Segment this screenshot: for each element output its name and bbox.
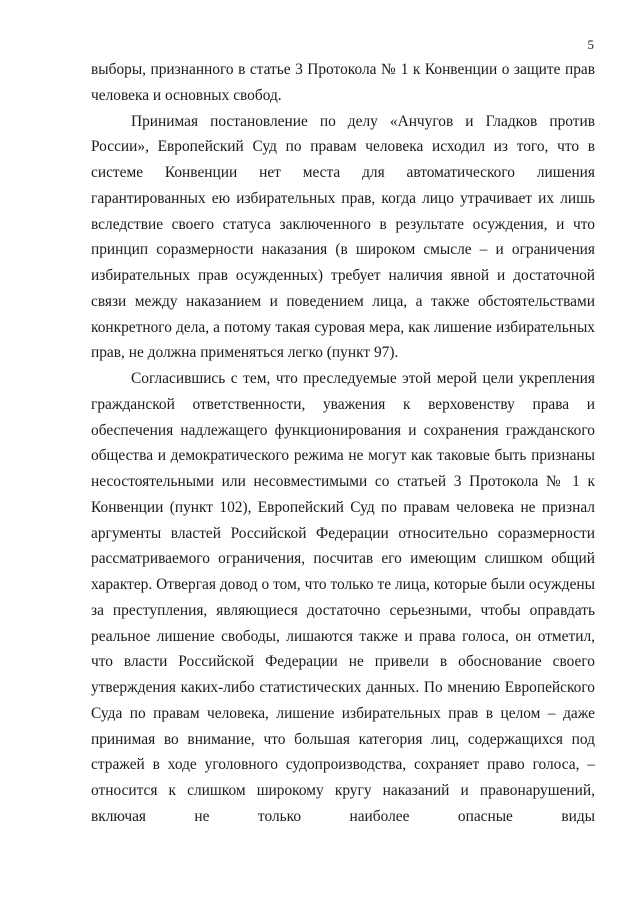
paragraph-proportionality-arguments: Согласившись с тем, что преследуемые этой мерой цели укрепления гражданской ответственности, уважения к верховенству права и обеспечения надлежащего функционирования и сохранения гражданского общества и демократического режима не могут как таковые быть признаны несостоятельными или несовместимыми со статьей 3 Протокола № 1 к Конвенции (пункт 102), Европейский Суд по правам человека не признал аргументы властей Российской Федерации относительно соразмерности рассматриваемого ограничения, посчитав его имеющим слишком общий характер. Отвергая довод о том, что только те лица, которые были осуждены за преступления, являющиеся достаточно серьезными, чтобы оправдать реальное лишение свободы, лишаются также и права голоса, он отметил, что власти Российской Федерации не привели в обоснование своего утверждения каких-либо статистических данных. По мнению Европейского Суда по правам человека, лишение избирательных прав в целом – даже принимая во внимание, что большая категория лиц, содержащихся под стражей в ходе уголовного судопроизводства, сохраняет право голоса, – относится к слишком широкому кругу наказаний и правонарушений, включая не только наиболее опасные виды bbox=[91, 370, 595, 825]
page-number: 5 bbox=[587, 37, 594, 52]
document-body bbox=[91, 57, 595, 830]
paragraph-anchugov-gladkov-ruling: Принимая постановление по делу «Анчугов и Гладков против России», Европейский Суд по правам человека исходил из того, что в системе Конвенции нет места для автоматического лишения гарантированных ею избирательных прав, когда лицо утрачивает их лишь вследствие своего статуса заключенного в результате осуждения, и что принцип соразмерности наказания (в широком смысле – и ограничения избирательных прав осужденных) требует наличия явной и достаточной связи между наказанием и поведением лица, а также обстоятельствами конкретного дела, а потому такая суровая мера, как лишение избирательных прав, не должна применяться легко (пункт 97). bbox=[91, 112, 595, 362]
paragraph-continuation: выборы, признанного в статье 3 Протокола № 1 к Конвенции о защите прав человека и основных свобод. bbox=[91, 61, 595, 104]
